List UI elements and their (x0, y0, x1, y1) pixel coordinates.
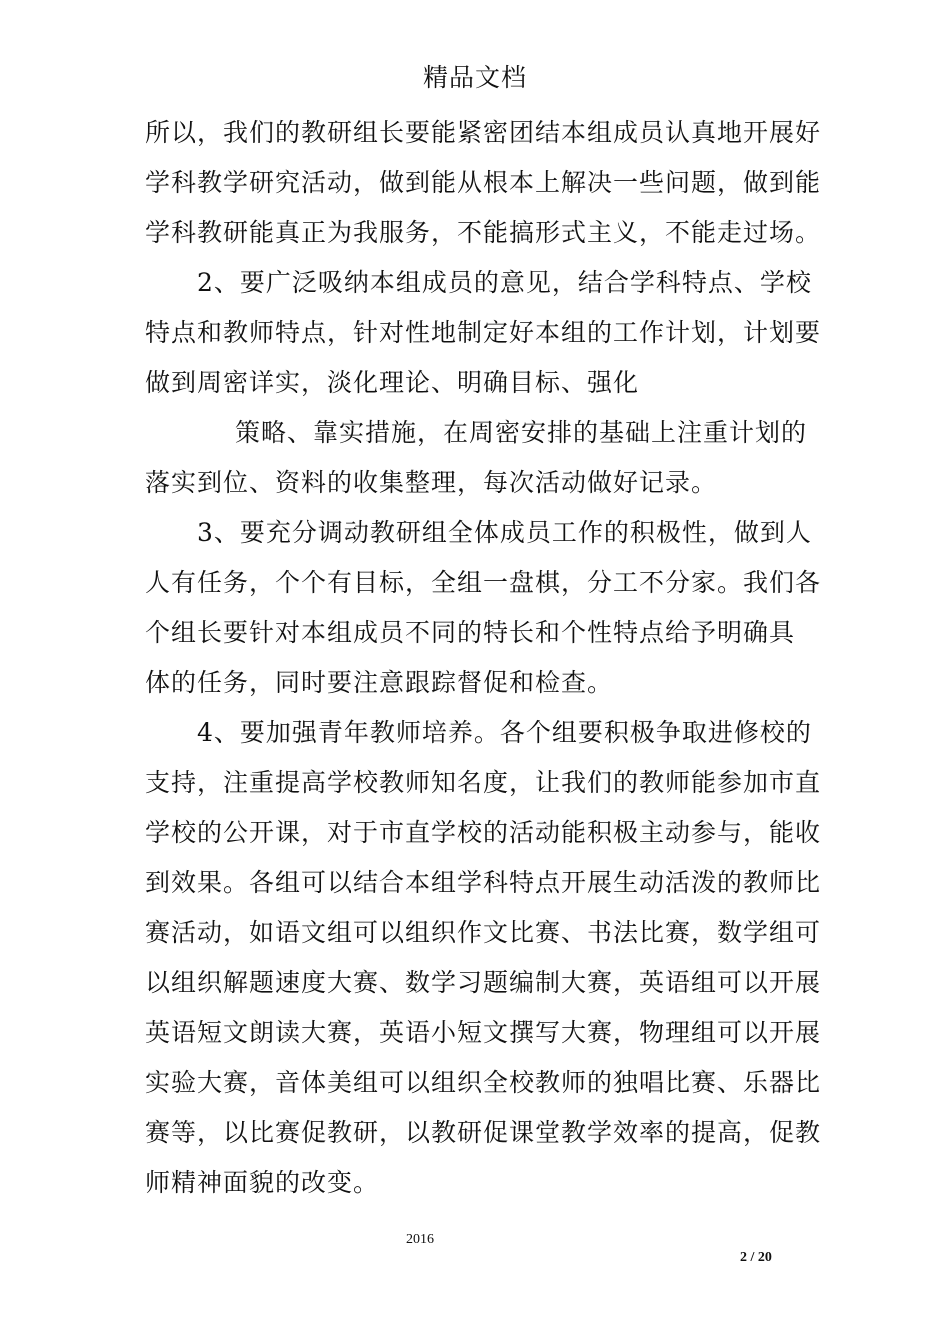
body-line: 学科教研能真正为我服务，不能搞形式主义，不能走过场。 (145, 218, 822, 247)
paragraph-start-line: 策略、靠实措施，在周密安排的基础上注重计划的 (235, 418, 808, 447)
body-line: 学科教学研究活动，做到能从根本上解决一些问题，做到能 (145, 168, 822, 197)
footer-year: 2016 (406, 1232, 434, 1247)
body-line: 学校的公开课，对于市直学校的活动能积极主动参与，能收 (145, 818, 822, 847)
paragraph-start-line: 2、要广泛吸纳本组成员的意见，结合学科特点、学校 (197, 268, 812, 297)
body-line: 到效果。各组可以结合本组学科特点开展生动活泼的教师比 (145, 868, 822, 897)
body-line: 落实到位、资料的收集整理，每次活动做好记录。 (145, 468, 718, 497)
body-line: 做到周密详实，淡化理论、明确目标、强化 (145, 368, 640, 397)
page-number: 2 / 20 (740, 1250, 772, 1265)
body-line: 师精神面貌的改变。 (145, 1168, 380, 1197)
body-line: 实验大赛，音体美组可以组织全校教师的独唱比赛、乐器比 (145, 1068, 822, 1097)
body-line: 个组长要针对本组成员不同的特长和个性特点给予明确具 (145, 618, 796, 647)
paragraph-start-line: 4、要加强青年教师培养。各个组要积极争取进修校的 (197, 718, 812, 747)
page-header-title: 精品文档 (422, 63, 527, 92)
body-line: 赛活动，如语文组可以组织作文比赛、书法比赛，数学组可 (145, 918, 822, 947)
body-line: 人有任务，个个有目标，全组一盘棋，分工不分家。我们各 (145, 568, 822, 597)
body-line: 体的任务，同时要注意跟踪督促和检查。 (145, 668, 614, 697)
paragraph-start-line: 3、要充分调动教研组全体成员工作的积极性，做到人 (197, 518, 812, 547)
body-line: 以组织解题速度大赛、数学习题编制大赛，英语组可以开展 (145, 968, 822, 997)
body-line: 赛等，以比赛促教研，以教研促课堂教学效率的提高，促教 (145, 1118, 822, 1147)
body-line: 所以，我们的教研组长要能紧密团结本组成员认真地开展好 (145, 118, 822, 147)
document-body (145, 108, 825, 1208)
body-line: 特点和教师特点，针对性地制定好本组的工作计划，计划要 (145, 318, 822, 347)
body-line: 英语短文朗读大赛，英语小短文撰写大赛，物理组可以开展 (145, 1018, 822, 1047)
body-line: 支持，注重提高学校教师知名度，让我们的教师能参加市直 (145, 768, 822, 797)
